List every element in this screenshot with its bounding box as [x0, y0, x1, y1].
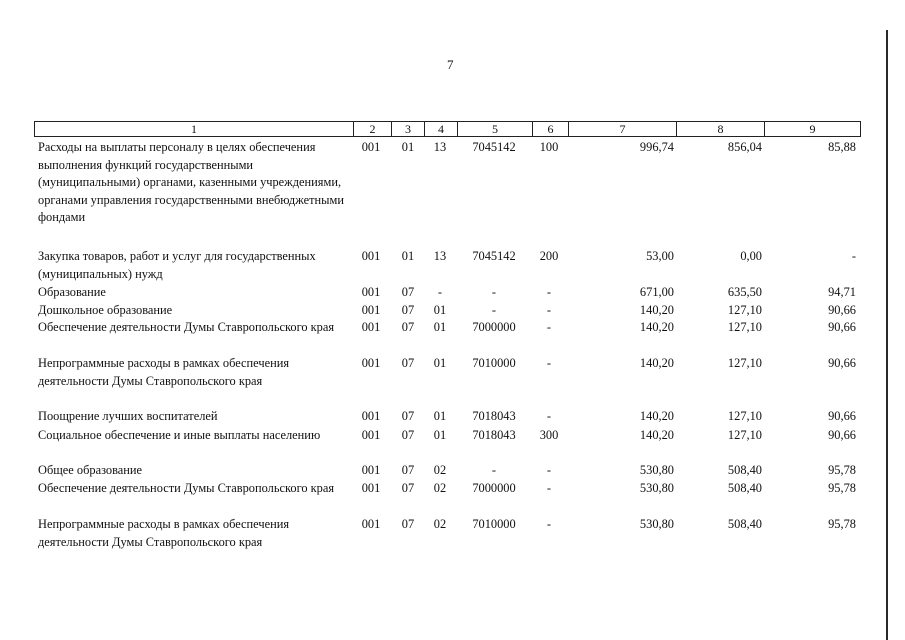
cell-col-4: 02	[433, 517, 447, 531]
cell-col-2: 001	[361, 356, 381, 370]
cell-col-8: 508,40	[727, 517, 762, 531]
cell-col-2: 001	[361, 409, 381, 423]
cell-col-5: -	[491, 285, 497, 299]
cell-col-7: 530,80	[639, 517, 674, 531]
cell-col-6: -	[546, 409, 552, 423]
cell-col-7: 530,80	[639, 481, 674, 495]
cell-col-3: 01	[401, 140, 415, 154]
cell-col-5: 7010000	[472, 356, 516, 370]
page-edge-line	[886, 30, 888, 640]
header-cell-5: 5	[458, 122, 533, 136]
header-cell-3: 3	[392, 122, 425, 136]
header-cell-2: 2	[354, 122, 392, 136]
row-description: Общее образование	[38, 463, 143, 477]
row-description: Обеспечение деятельности Думы Ставропольского края	[38, 320, 335, 334]
cell-col-7: 671,00	[639, 285, 674, 299]
cell-col-8: 856,04	[727, 140, 762, 154]
cell-col-7: 140,20	[639, 428, 674, 442]
cell-col-5: 7010000	[472, 517, 516, 531]
cell-col-8: 127,10	[727, 320, 762, 334]
cell-col-3: 07	[401, 409, 415, 423]
cell-col-2: 001	[361, 463, 381, 477]
cell-col-9: 90,66	[828, 356, 856, 370]
cell-col-7: 140,20	[639, 320, 674, 334]
cell-col-6: -	[546, 303, 552, 317]
cell-col-3: 07	[401, 428, 415, 442]
cell-col-4: 01	[433, 356, 447, 370]
cell-col-8: 0,00	[740, 249, 762, 263]
cell-col-5: 7000000	[472, 320, 516, 334]
cell-col-5: 7000000	[472, 481, 516, 495]
row-description: Непрограммные расходы в рамках обеспечения деятельности Думы Ставропольского края	[38, 356, 290, 388]
cell-col-4: 13	[433, 140, 447, 154]
cell-col-6: 200	[539, 249, 559, 263]
cell-col-7: 530,80	[639, 463, 674, 477]
cell-col-5: -	[491, 463, 497, 477]
cell-col-2: 001	[361, 517, 381, 531]
page-number: 7	[447, 57, 454, 72]
cell-col-4: 02	[433, 481, 447, 495]
row-description: Социальное обеспечение и иные выплаты населению	[38, 428, 321, 442]
cell-col-4: 01	[433, 409, 447, 423]
cell-col-2: 001	[361, 303, 381, 317]
cell-col-9: 94,71	[828, 285, 856, 299]
header-cell-8: 8	[677, 122, 765, 136]
cell-col-5: -	[491, 303, 497, 317]
cell-col-6: 100	[539, 140, 559, 154]
cell-col-3: 07	[401, 517, 415, 531]
row-description: Расходы на выплаты персоналу в целях обеспечения выполнения функций государственными (муниципальными) органами, казенными учреждениями, органами управления государственными внебюджетными фондами	[38, 140, 344, 224]
cell-col-2: 001	[361, 320, 381, 334]
cell-col-5: 7045142	[472, 140, 516, 154]
cell-col-2: 001	[361, 481, 381, 495]
cell-col-9: 90,66	[828, 409, 856, 423]
cell-col-8: 127,10	[727, 409, 762, 423]
cell-col-8: 508,40	[727, 463, 762, 477]
cell-col-9: 90,66	[828, 320, 856, 334]
cell-col-4: 02	[433, 463, 447, 477]
cell-col-2: 001	[361, 140, 381, 154]
cell-col-3: 07	[401, 481, 415, 495]
cell-col-4: -	[437, 285, 443, 299]
cell-col-6: -	[546, 320, 552, 334]
cell-col-6: -	[546, 285, 552, 299]
cell-col-8: 508,40	[727, 481, 762, 495]
cell-col-7: 140,20	[639, 303, 674, 317]
cell-col-3: 07	[401, 356, 415, 370]
cell-col-9: 95,78	[828, 463, 856, 477]
row-description: Дошкольное образование	[38, 303, 173, 317]
row-description: Обеспечение деятельности Думы Ставропольского края	[38, 481, 335, 495]
cell-col-2: 001	[361, 249, 381, 263]
cell-col-8: 635,50	[727, 285, 762, 299]
cell-col-3: 07	[401, 303, 415, 317]
cell-col-9: 95,78	[828, 481, 856, 495]
table-header-row	[34, 121, 861, 137]
header-cell-4: 4	[425, 122, 458, 136]
header-cell-7: 7	[569, 122, 677, 136]
cell-col-4: 01	[433, 303, 447, 317]
cell-col-8: 127,10	[727, 303, 762, 317]
cell-col-3: 07	[401, 285, 415, 299]
cell-col-9: 85,88	[828, 140, 856, 154]
cell-col-7: 53,00	[646, 249, 674, 263]
cell-col-6: -	[546, 463, 552, 477]
cell-col-8: 127,10	[727, 356, 762, 370]
cell-col-3: 07	[401, 463, 415, 477]
header-cell-1: 1	[35, 122, 354, 136]
cell-col-9: 90,66	[828, 428, 856, 442]
cell-col-2: 001	[361, 428, 381, 442]
cell-col-8: 127,10	[727, 428, 762, 442]
cell-col-9: 90,66	[828, 303, 856, 317]
cell-col-7: 140,20	[639, 409, 674, 423]
cell-col-4: 01	[433, 428, 447, 442]
cell-col-5: 7018043	[472, 409, 516, 423]
row-description: Образование	[38, 285, 106, 299]
cell-col-7: 996,74	[639, 140, 674, 154]
cell-col-5: 7045142	[472, 249, 516, 263]
cell-col-2: 001	[361, 285, 381, 299]
cell-col-4: 13	[433, 249, 447, 263]
cell-col-3: 07	[401, 320, 415, 334]
cell-col-9: -	[851, 249, 856, 263]
row-description: Закупка товаров, работ и услуг для государственных (муниципальных) нужд	[38, 249, 316, 281]
row-description: Поощрение лучших воспитателей	[38, 409, 218, 423]
cell-col-4: 01	[433, 320, 447, 334]
cell-col-6: 300	[539, 428, 559, 442]
cell-col-6: -	[546, 481, 552, 495]
cell-col-6: -	[546, 517, 552, 531]
row-description: Непрограммные расходы в рамках обеспечения деятельности Думы Ставропольского края	[38, 517, 290, 549]
cell-col-5: 7018043	[472, 428, 516, 442]
cell-col-3: 01	[401, 249, 415, 263]
header-cell-9: 9	[809, 122, 816, 136]
header-cell-6: 6	[533, 122, 569, 136]
cell-col-7: 140,20	[639, 356, 674, 370]
cell-col-6: -	[546, 356, 552, 370]
cell-col-9: 95,78	[828, 517, 856, 531]
